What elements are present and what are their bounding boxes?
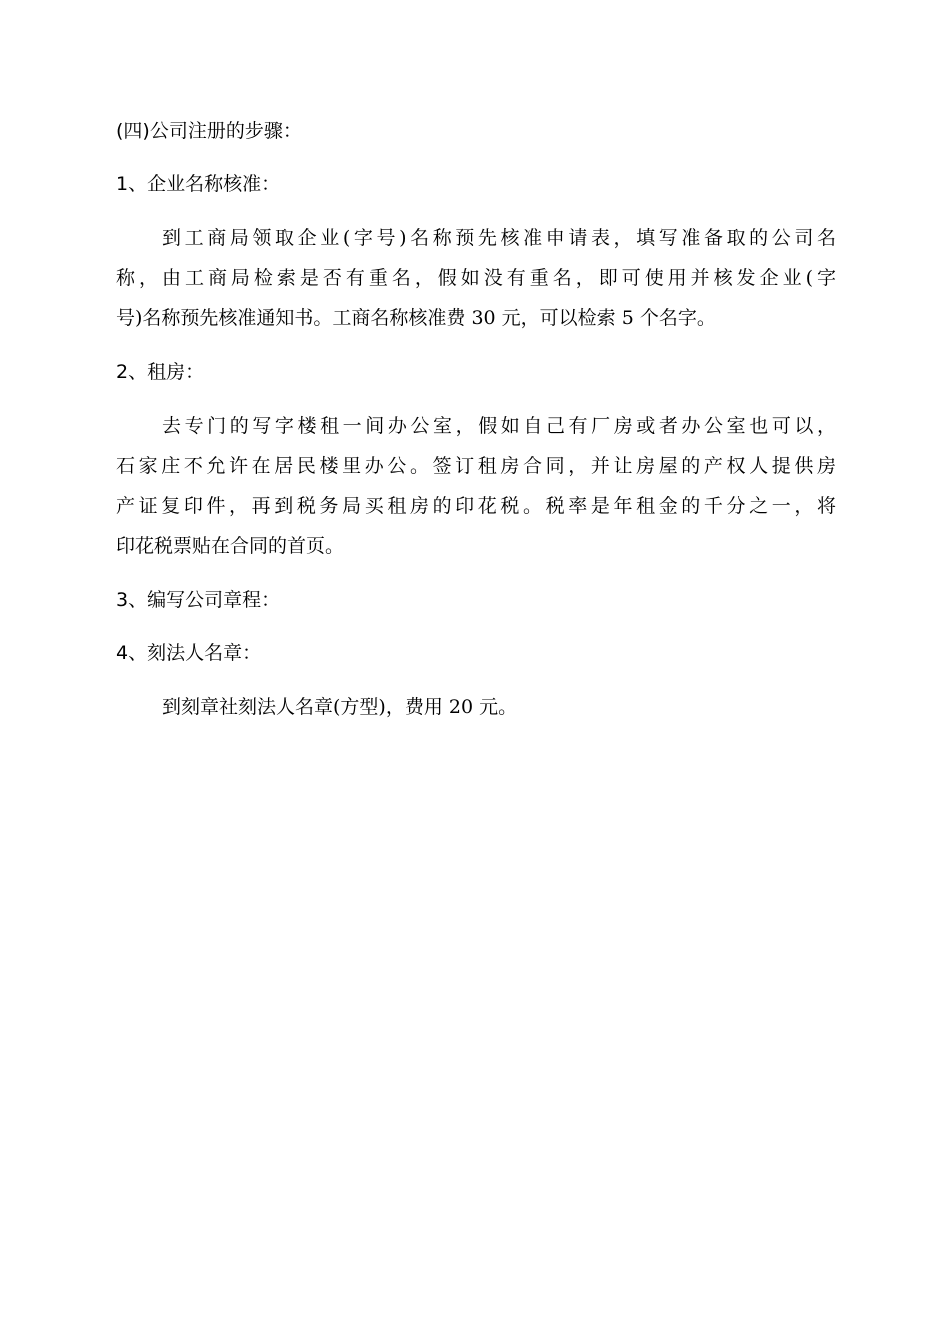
- step-2-heading: 2、租房：: [116, 361, 205, 383]
- section-title: (四)公司注册的步骤：: [116, 120, 302, 142]
- step-1-paragraph: [116, 218, 836, 338]
- step-4-line-1: 到刻章社刻法人名章(方型)，费用 20 元。: [162, 696, 518, 718]
- step-4-heading: 4、刻法人名章：: [116, 642, 262, 664]
- step-4-paragraph: [116, 687, 836, 727]
- step-1-heading: 1、企业名称核准：: [116, 173, 281, 195]
- step-2-paragraph: [116, 406, 836, 566]
- step-2-line-1: 去专门的写字楼租一间办公室，假如自己有厂房或者办公室也可以，: [162, 415, 836, 437]
- step-2-line-2: 石家庄不允许在居民楼里办公。签订租房合同，并让房屋的产权人提供房: [116, 455, 836, 477]
- step-1-line-1: 到工商局领取企业(字号)名称预先核准申请表，填写准备取的公司名: [162, 227, 836, 249]
- document-body: [116, 112, 836, 742]
- step-1-line-3: 号)名称预先核准通知书。工商名称核准费 30 元，可以检索 5 个名字。: [116, 307, 716, 329]
- step-1-line-2: 称，由工商局检索是否有重名，假如没有重名，即可使用并核发企业(字: [116, 267, 836, 289]
- step-3-heading: 3、编写公司章程：: [116, 589, 281, 611]
- step-2-line-4: 印花税票贴在合同的首页。: [116, 535, 345, 557]
- step-2-line-3: 产证复印件，再到税务局买租房的印花税。税率是年租金的千分之一，将: [116, 495, 836, 517]
